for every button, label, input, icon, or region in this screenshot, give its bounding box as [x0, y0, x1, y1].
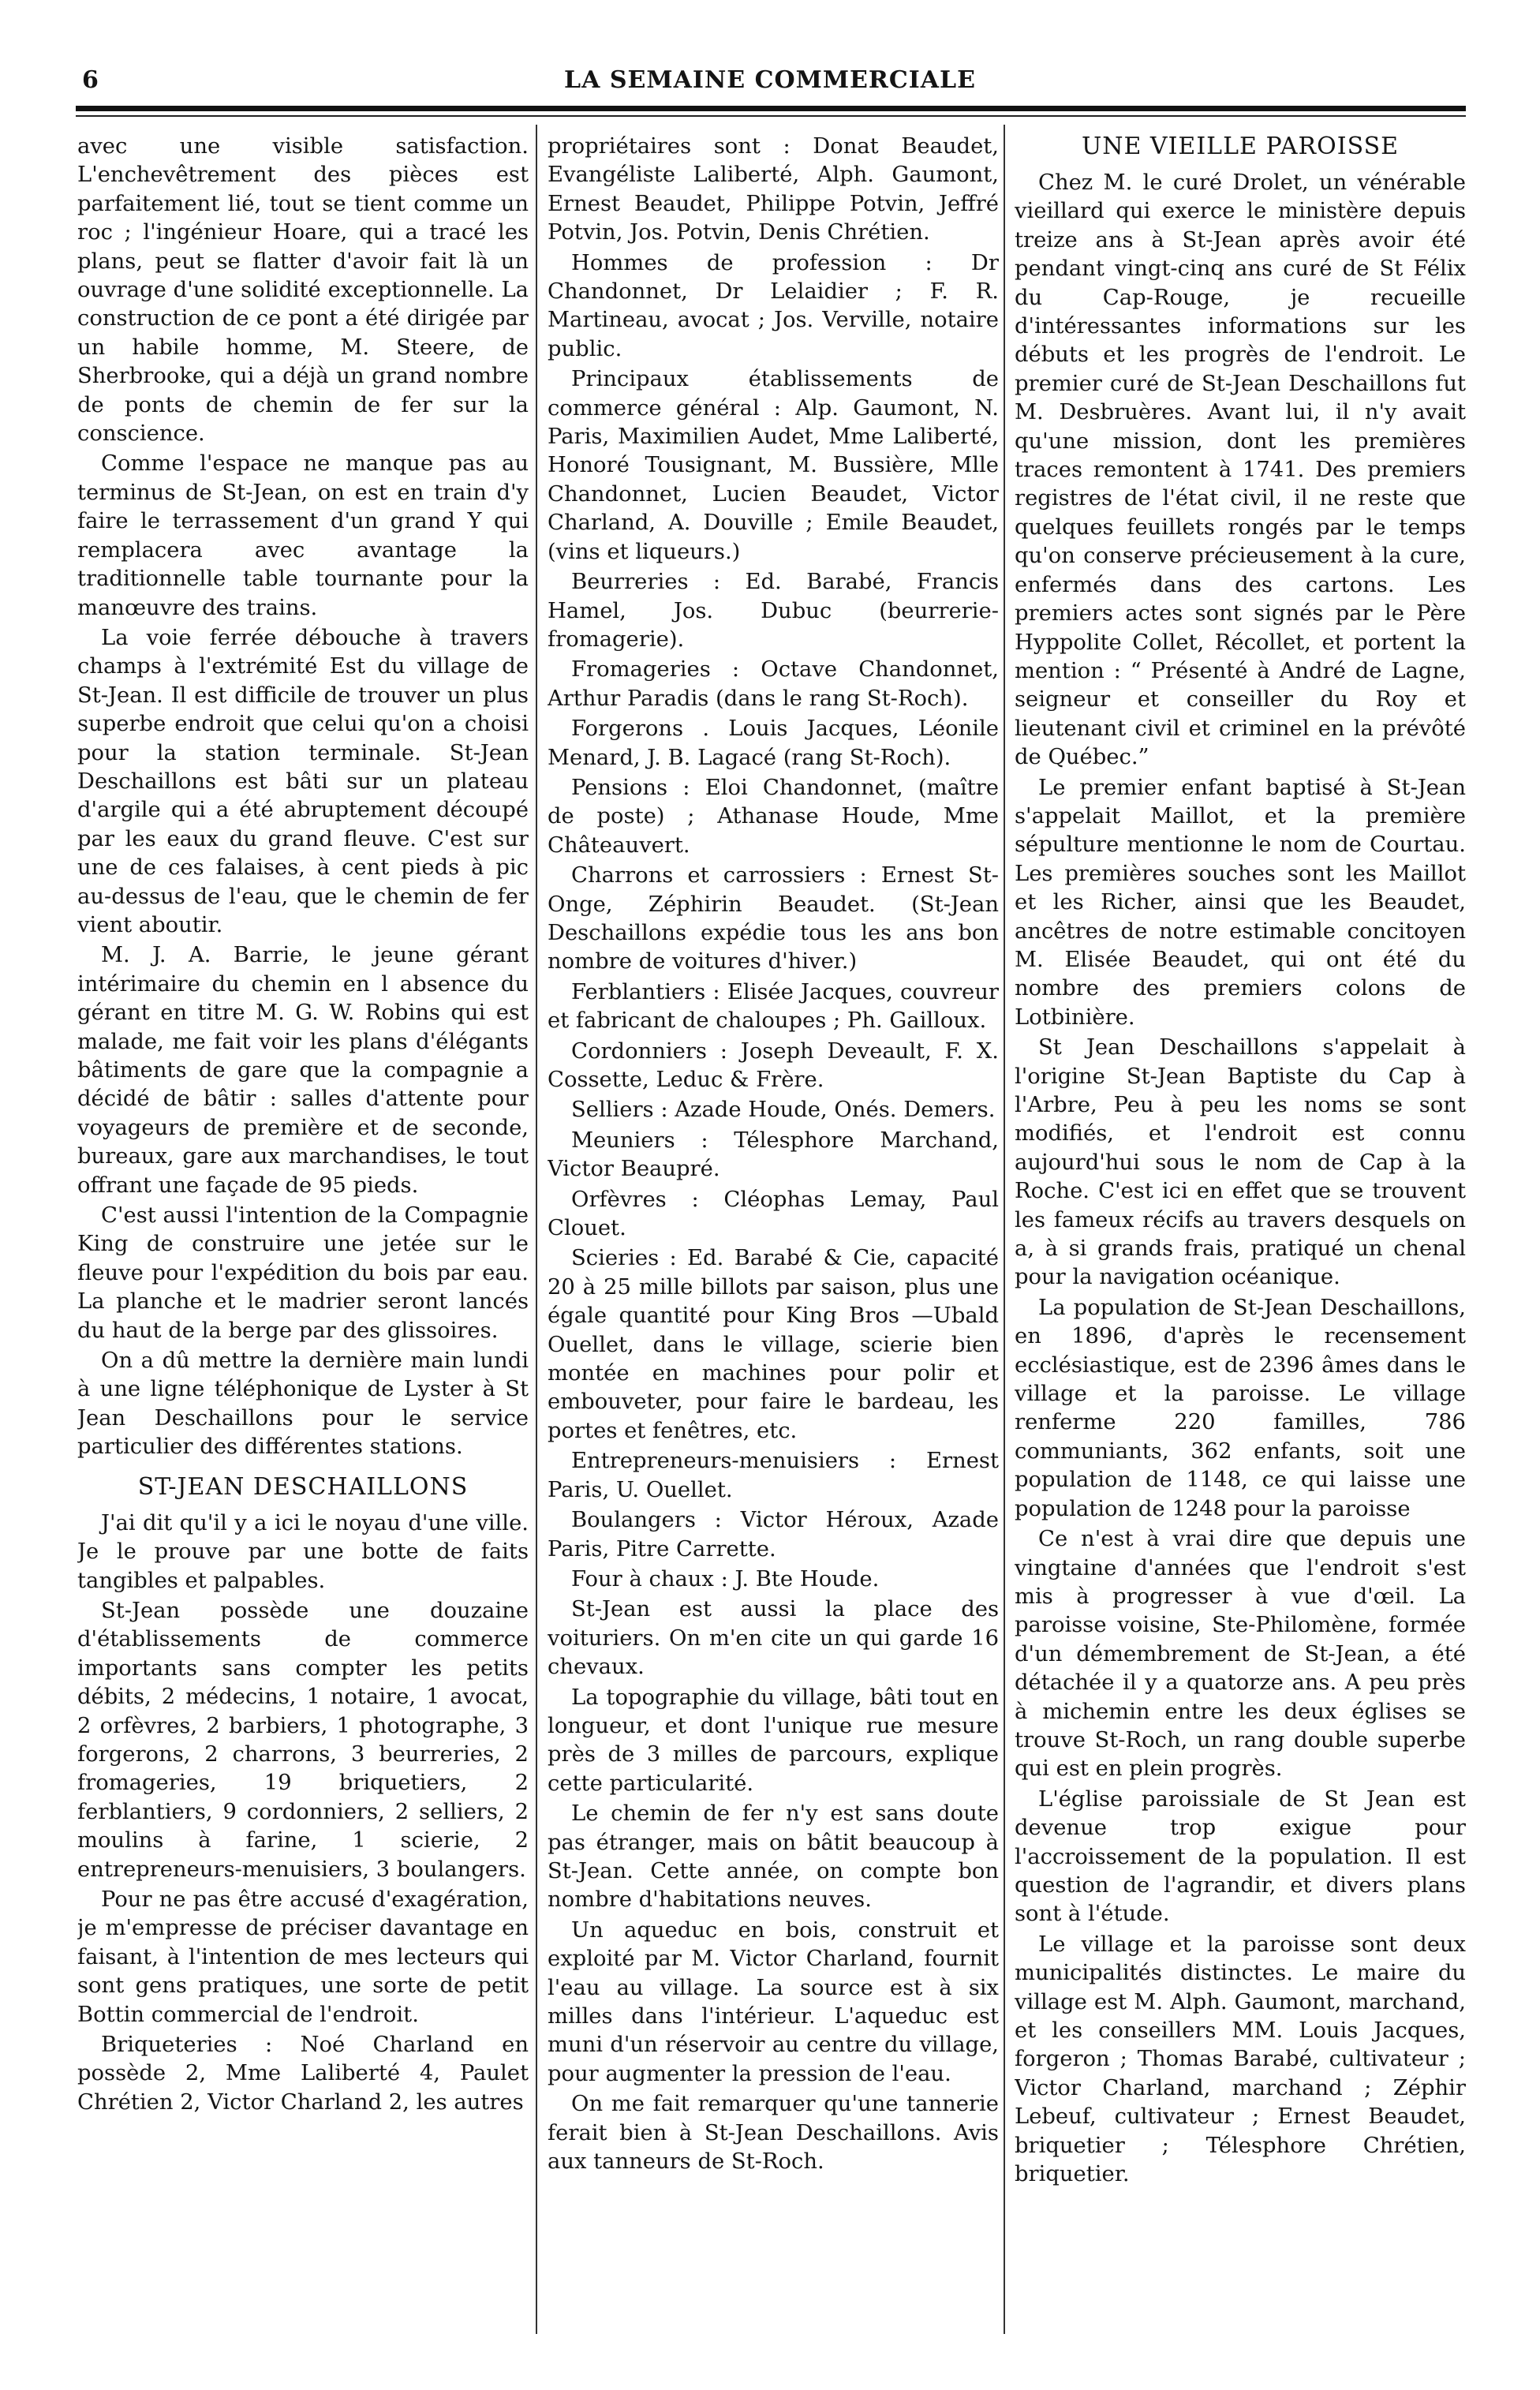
- column-right: [1015, 133, 1466, 2358]
- page-header: [76, 66, 1464, 104]
- paragraph: Un aqueduc en bois, construit et exploité par M. Victor Charland, fournit l'eau au village. La source est à six milles dans l'intérieur. L'aqueduc est muni d'un réservoir au centre du village, pour augmenter la pression de l'eau.: [548, 1917, 999, 2086]
- paragraph: La voie ferrée débouche à travers champs à l'extrémité Est du village de St-Jean. Il est difficile de trouver un plus superbe endroit que celui qu'on a choisi pour la station terminale. St-Jean Deschaillons est bâti sur un plateau d'argile qui a été abruptement découpé par les eaux du grand fleuve. C'est sur une de ces falaises, à cent pieds à pic au-dessus de l'eau, que le chemin de fer vient aboutir.: [77, 625, 529, 937]
- column-left: [77, 133, 529, 2358]
- paragraph: Ferblantiers : Elisée Jacques, couvreur et fabricant de chaloupes ; Ph. Gailloux.: [548, 979, 999, 1034]
- paragraph: avec une visible satisfaction. L'enchevêtrement des pièces est parfaitement lié, tout se tient comme un roc ; l'ingénieur Hoare, qui a tracé les plans, peut se flatter d'avoir fait là un ouvrage d'une solidité exceptionnelle. La construction de ce pont a été dirigée par un habile homme, M. Steere, de Sherbrooke, qui a déjà un grand nombre de ponts de chemin de fer sur la conscience.: [77, 134, 529, 447]
- paragraph: J'ai dit qu'il y a ici le noyau d'une ville. Je le prouve par une botte de faits tangibles et palpables.: [77, 1510, 529, 1593]
- paragraph: Entrepreneurs-menuisiers : Ernest Paris, U. Ouellet.: [548, 1449, 999, 1502]
- column-divider-left: [536, 125, 537, 2334]
- paragraph: Briqueteries : Noé Charland en possède 2, Mme Laliberté 4, Paulet Chrétien 2, Victor Charland 2, les autres: [77, 2033, 529, 2115]
- paragraph: On me fait remarquer qu'une tannerie ferait bien à St-Jean Deschaillons. Avis aux tanneurs de St-Roch.: [548, 2092, 999, 2175]
- paragraph: Forgerons . Louis Jacques, Léonile Menard, J. B. Lagacé (rang St-Roch).: [548, 716, 999, 770]
- section-heading: ST-JEAN DESCHAILLONS: [137, 1472, 469, 1501]
- paragraph: Meuniers : Télesphore Marchand, Victor Beaupré.: [548, 1128, 999, 1182]
- paragraph: Pour ne pas être accusé d'exagération, je m'empresse de préciser davantage en faisant, à l'intention de mes lecteurs qui sont gens pratiques, une sorte de petit Bottin commercial de l'endroit.: [77, 1887, 529, 2027]
- paragraph: La population de St-Jean Deschaillons, en 1896, d'après le recensement ecclésiastique, est de 2396 âmes dans le village et la paroisse. Le village renferme 220 familles, 786 communiants, 362 enfants, soit une population de 1148, ce qui laisse une population de 1248 pour la paroisse: [1015, 1295, 1466, 1521]
- paragraph: C'est aussi l'intention de la Compagnie King de construire une jetée sur le fleuve pour l'expédition du bois par eau. La planche et le madrier seront lancés du haut de la berge par des glissoires.: [77, 1203, 529, 1343]
- paragraph: St Jean Deschaillons s'appelait à l'origine St-Jean Baptiste du Cap à l'Arbre, Peu à peu les noms se sont modifiés, et l'endroit est connu aujourd'hui sous le nom de Cap à la Roche. C'est ici en effet que se trouvent les fameux récifs au travers desquels on a, à si grands frais, pratiqué un chenal pour la navigation océanique.: [1015, 1035, 1466, 1290]
- page-number: 6: [82, 66, 99, 94]
- column-divider-right: [1004, 125, 1005, 2334]
- paragraph: Four à chaux : J. Bte Houde.: [571, 1566, 880, 1591]
- column-middle: [548, 133, 999, 2358]
- section-heading: UNE VIEILLE PAROISSE: [1081, 133, 1400, 160]
- running-title: LA SEMAINE COMMERCIALE: [564, 66, 976, 94]
- paragraph: Selliers : Azade Houde, Onés. Demers.: [571, 1098, 996, 1123]
- paragraph: Chez M. le curé Drolet, un vénérable vieillard qui exerce le ministère depuis treize ans à St-Jean après avoir été pendant vingt-cinq ans curé de St Félix du Cap-Rouge, je recueille d'intéressantes informations sur les débuts et les progrès de l'endroit. Le premier curé de St-Jean Deschaillons fut M. Desbruères. Avant lui, il n'y avait qu'une mission, dont les premières traces remontent à 1741. Des premiers registres de l'état civil, il ne reste que quelques feuillets rongés par le temps qu'on conserve précieusement à la cure, enfermés dans des cartons. Les premiers actes sont signés par le Père Hyppolite Collet, Récollet, et portent la mention : “ Présenté à André de Lagne, seigneur et conseiller du Roy et lieutenant civil et criminel en la prévôté de Québec.”: [1015, 170, 1466, 770]
- paragraph: La topographie du village, bâti tout en longueur, et dont l'unique rue mesure près de 3 milles de parcours, explique cette particularité.: [548, 1685, 999, 1796]
- paragraph: St-Jean est aussi la place des voituriers. On m'en cite un qui garde 16 chevaux.: [548, 1597, 999, 1680]
- paragraph: Comme l'espace ne manque pas au terminus de St-Jean, on est en train d'y faire le terrassement d'un grand Y qui remplacera avec avantage la traditionnelle table tournante pour la manœuvre des trains.: [77, 451, 529, 620]
- paragraph: On a dû mettre la dernière main lundi à une ligne téléphonique de Lyster à St Jean Deschaillons pour le service particulier des différentes stations.: [77, 1348, 529, 1460]
- paragraph: Le premier enfant baptisé à St-Jean s'appelait Maillot, et la première sépulture mentionne le nom de Courtau. Les premières souches sont les Maillot et les Richer, ainsi que les Beaudet, ancêtres de notre estimable concitoyen M. Elisée Beaudet, qui ont été du nombre des premiers colons de Lotbinière.: [1015, 775, 1466, 1030]
- paragraph: Scieries : Ed. Barabé & Cie, capacité 20 à 25 mille billots par saison, plus une égale quantité pour King Bros —Ubald Ouellet, dans le village, scierie bien montée en machines pour polir et embouveter, pour faire le bardeau, les portes et fenêtres, etc.: [548, 1246, 999, 1443]
- paragraph: Ce n'est à vrai dire que depuis une vingtaine d'années que l'endroit s'est mis à progresser à vue d'œil. La paroisse voisine, Ste-Philomène, formée d'un démembrement de St-Jean, a été détachée il y a quatorze ans. A peu près à michemin entre les deux églises se trouve St-Roch, un rang double superbe qui est en plein progrès.: [1015, 1527, 1466, 1782]
- paragraph: Charrons et carrossiers : Ernest St-Onge, Zéphirin Beaudet. (St-Jean Deschaillons expédie tous les ans bon nombre de voitures d'hiver.): [548, 863, 999, 974]
- paragraph: Cordonniers : Joseph Deveault, F. X. Cossette, Leduc & Frère.: [548, 1038, 999, 1092]
- paragraph: M. J. A. Barrie, le jeune gérant intérimaire du chemin en l absence du gérant en titre M. G. W. Robins qui est malade, me fait voir les plans d'élégants bâtiments de gare que la compagnie a décidé de bâtir : salles d'attente pour voyageurs de première et de seconde, bureaux, gare aux marchandises, le tout offrant une façade de 95 pieds.: [77, 943, 529, 1198]
- paragraph: Orfèvres : Cléophas Lemay, Paul Clouet.: [548, 1187, 999, 1241]
- paragraph: Fromageries : Octave Chandonnet, Arthur Paradis (dans le rang St-Roch).: [548, 657, 999, 711]
- paragraph: Hommes de profession : Dr Chandonnet, Dr Lelaidier ; F. R. Martineau, avocat ; Jos. Verville, notaire public.: [548, 250, 999, 361]
- paragraph: propriétaires sont : Donat Beaudet, Evangéliste Laliberté, Alph. Gaumont, Ernest Beaudet, Philippe Potvin, Jeffré Potvin, Jos. Potvin, Denis Chrétien.: [548, 134, 999, 245]
- paragraph: Beurreries : Ed. Barabé, Francis Hamel, Jos. Dubuc (beurrerie-fromagerie).: [548, 570, 999, 652]
- paragraph: Le village et la paroisse sont deux municipalités distinctes. Le maire du village est M. Alph. Gaumont, marchand, et les conseillers MM. Louis Jacques, forgeron ; Thomas Barabé, cultivateur ; Victor Charland, marchand ; Zéphir Lebeuf, cultivateur ; Ernest Beaudet, briquetier ; Télesphore Chrétien, briquetier.: [1015, 1932, 1466, 2187]
- paragraph: Le chemin de fer n'y est sans doute pas étranger, mais on bâtit beaucoup à St-Jean. Cette année, on compte bon nombre d'habitations neuves.: [548, 1801, 999, 1913]
- paragraph: St-Jean possède une douzaine d'établissements de commerce importants sans compter les petits débits, 2 médecins, 1 notaire, 1 avocat, 2 orfèvres, 2 barbiers, 1 photographe, 3 forgerons, 2 charrons, 3 beurreries, 2 fromageries, 19 briquetiers, 2 ferblantiers, 9 cordonniers, 2 selliers, 2 moulins à farine, 1 scierie, 2 entrepreneurs-menuisiers, 3 boulangers.: [77, 1598, 529, 1882]
- header-rule-thick: [76, 106, 1466, 111]
- paragraph: Boulangers : Victor Héroux, Azade Paris, Pitre Carrette.: [548, 1508, 999, 1562]
- header-rule-thin: [76, 115, 1466, 117]
- paragraph: Principaux établissements de commerce général : Alp. Gaumont, N. Paris, Maximilien Audet, Mme Laliberté, Honoré Tousignant, M. Bussière, Mlle Chandonnet, Lucien Beaudet, Victor Charland, A. Douville ; Emile Beaudet, (vins et liqueurs.): [548, 367, 999, 564]
- paragraph: L'église paroissiale de St Jean est devenue trop exigue pour l'accroissement de la population. Il est question de l'agrandir, et divers plans sont à l'étude.: [1015, 1786, 1466, 1927]
- paragraph: Pensions : Eloi Chandonnet, (maître de poste) ; Athanase Houde, Mme Châteauvert.: [548, 775, 999, 858]
